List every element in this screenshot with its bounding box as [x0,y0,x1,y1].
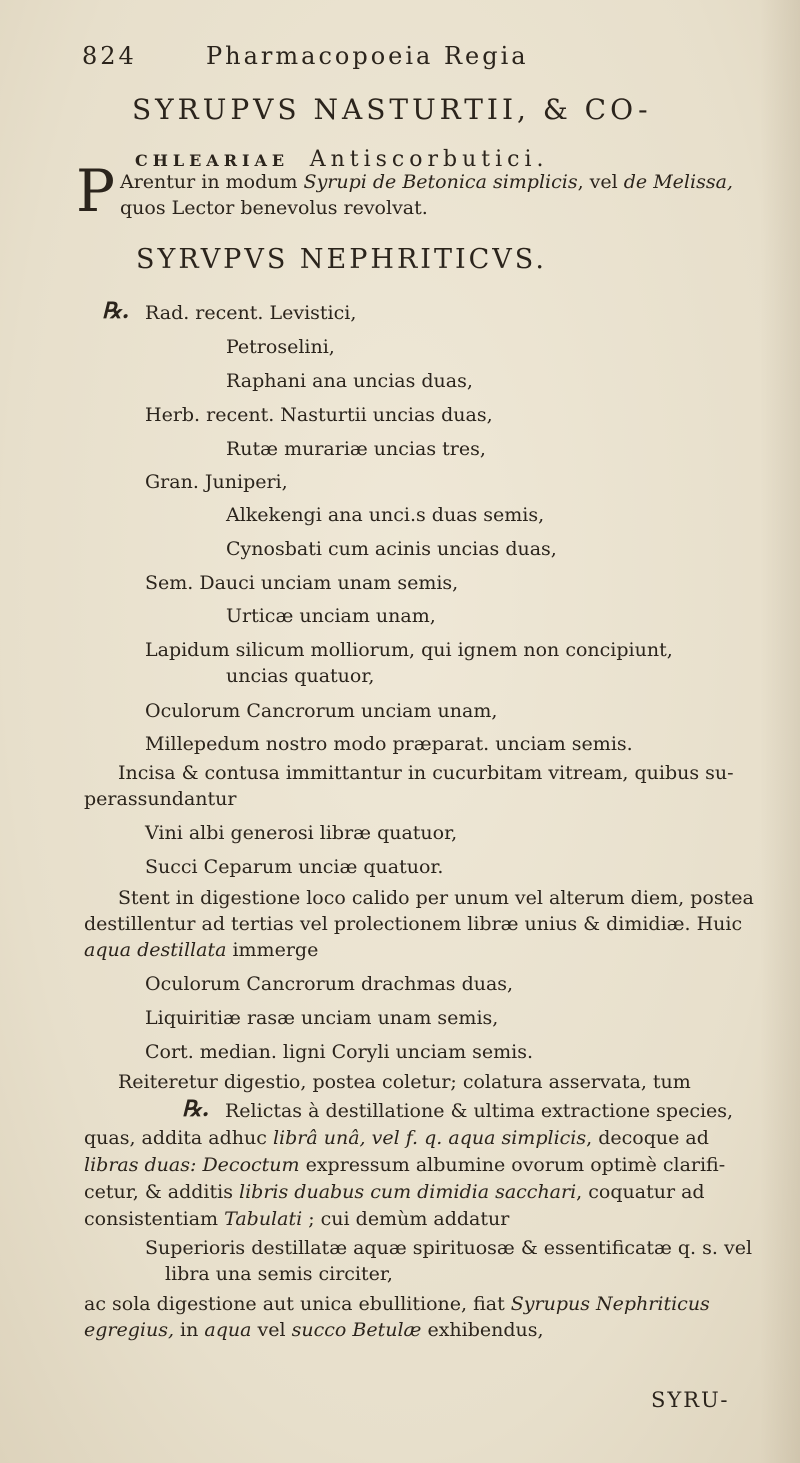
recipe-line: Millepedum nostro modo præparat. unciam semis. [145,733,633,755]
running-title: Pharmacopoeia Regia [206,42,529,70]
recipe-line: Petroselini, [226,336,335,358]
recipe-symbol: ℞. [102,298,130,324]
recipe-line: cetur, & additis libris duabus cum dimidia sacchari, coquatur ad [84,1181,705,1203]
recipe-line: egregius, in aqua vel succo Betulæ exhibendus, [84,1319,544,1341]
recipe-line: Liquiritiæ rasæ unciam unam semis, [145,1007,499,1029]
catchword: SYRU- [651,1388,730,1412]
title-small-caps: CHLEARIAE [135,151,290,170]
recipe-line: Rutæ murariæ uncias tres, [226,438,486,460]
page-number: 824 [82,42,137,70]
recipe-line: consistentiam Tabulati ; cui demùm addatur [84,1208,510,1230]
recipe-line: Herb. recent. Nasturtii uncias duas, [145,404,493,426]
page-edge-shadow [760,0,800,1463]
recipe-line: Alkekengi ana unci.s duas semis, [226,504,545,526]
recipe-line: Oculorum Cancrorum unciam unam, [145,700,498,722]
recipe-line: aqua destillata immerge [84,939,319,961]
recipe-line: Superioris destillatæ aquæ spirituosæ & essentificatæ q. s. vel [145,1237,753,1259]
recipe-line: Oculorum Cancrorum drachmas duas, [145,973,514,995]
recipe-line: Vini albi generosi libræ quatuor, [145,822,458,844]
nephritic-title: SYRVPVS NEPHRITICVS. [136,244,547,275]
recipe-line: Cynosbati cum acinis uncias duas, [226,538,557,560]
recipe-line: Incisa & contusa immittantur in cucurbitam vitream, quibus su- [118,762,734,784]
title-large-caps: Antiscorbutici. [309,147,549,172]
recipe-line: Lapidum silicum molliorum, qui ignem non concipiunt, [145,639,673,661]
recipe-line: perassundantur [84,788,237,810]
recipe-line: ac sola digestione aut unica ebullitione, fiat Syrupus Nephriticus [84,1293,710,1315]
recipe-line: Urticæ unciam unam, [226,605,436,627]
recipe-line: Rad. recent. Levistici, [145,302,357,324]
intro-line2: quos Lector benevolus revolvat. [120,197,428,219]
recipe-line: Relictas à destillatione & ultima extractione species, [225,1100,734,1122]
recipe-line: Stent in digestione loco calido per unum vel alterum diem, postea [118,887,754,909]
recipe-line: libra una semis circiter, [165,1263,393,1285]
recipe-symbol-2: ℞. [182,1096,210,1122]
recipe-line: Raphani ana uncias duas, [226,370,473,392]
recipe-line: Reiteretur digestio, postea coletur; colatura asservata, tum [118,1071,691,1093]
recipe-line: Gran. Juniperi, [145,471,288,493]
drop-cap: P [76,157,116,225]
recipe-line: quas, addita adhuc librâ unâ, vel f. q. aqua simplicis, decoque ad [84,1127,709,1149]
syrup-title-line1: SYRUPVS NASTURTII, & CO- [132,93,652,126]
recipe-line: Sem. Dauci unciam unam semis, [145,572,459,594]
recipe-line: uncias quatuor, [226,665,375,687]
recipe-line: Succi Ceparum unciæ quatuor. [145,856,444,878]
recipe-line: Cort. median. ligni Coryli unciam semis. [145,1041,534,1063]
recipe-line: libras duas: Decoctum expressum albumine ovorum optimè clarifi- [84,1154,726,1176]
recipe-line: destillentur ad tertias vel prolectionem libræ unius & dimidiæ. Huic [84,913,743,935]
intro-line1: Arentur in modum Syrupi de Betonica simplicis, vel de Melissa, [120,171,733,193]
